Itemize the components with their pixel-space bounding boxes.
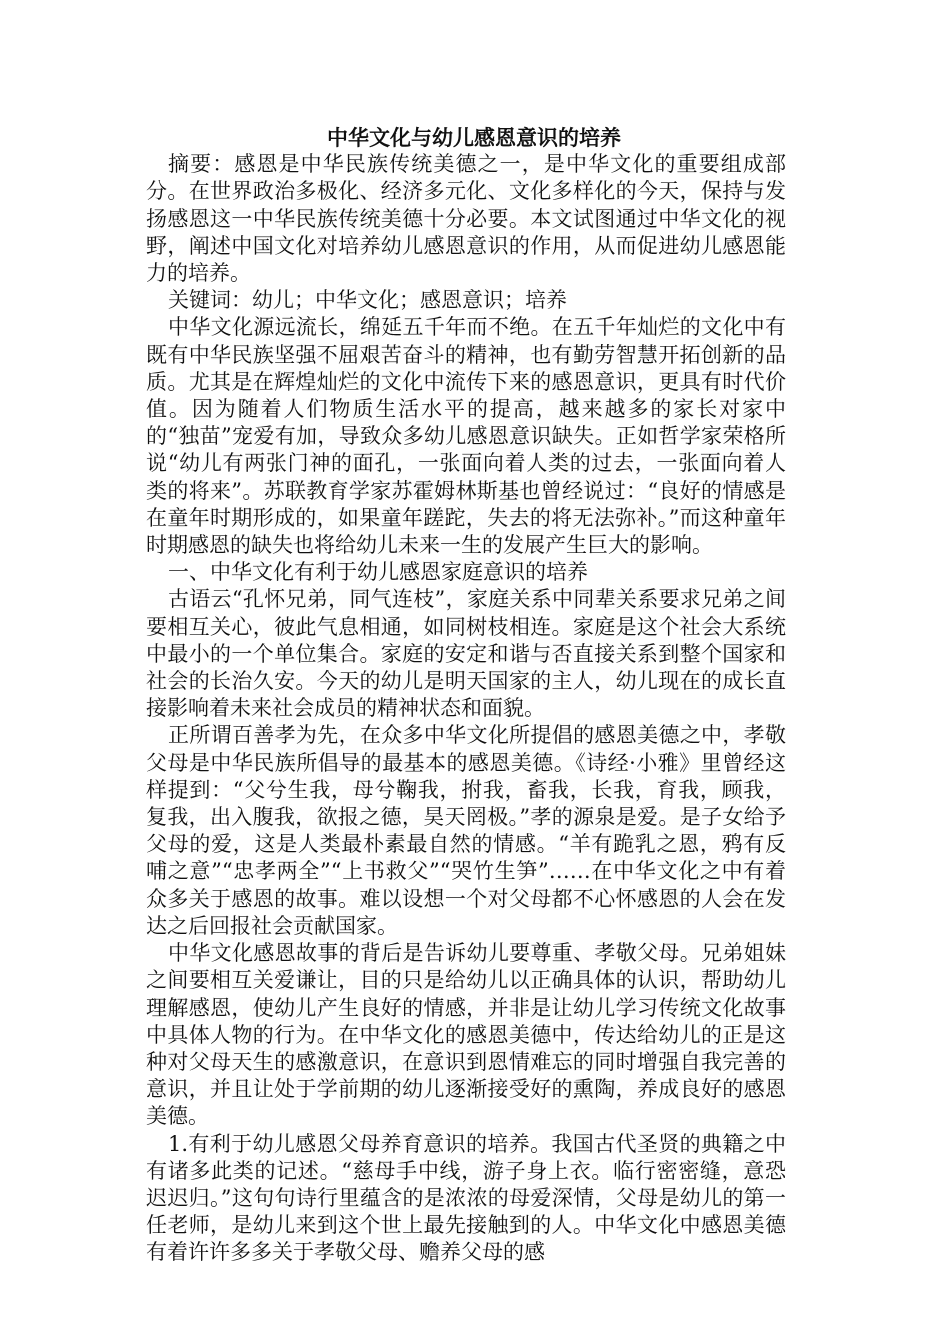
intro-paragraph: 中华文化源远流长，绵延五千年而不绝。在五千年灿烂的文化中有既有中华民族坚强不屈艰苦奋斗的精神，也有勤劳智慧开拓创新的品质。尤其是在辉煌灿烂的文化中流传下来的感恩意识，更具有时代价值。因为随着人们物质生活水平的提高，越来越多的家长对家中的“独苗”宠爱有加，导致众多幼儿感恩意识缺失。正如哲学家荣格所说“幼儿有两张门神的面孔，一张面向着人类的过去，一张面向着人类的将来”。苏联教育学家苏霍姆林斯基也曾经说过：“良好的情感是在童年时期形成的，如果童年蹉跎，失去的将无法弥补。”而这种童年时期感恩的缺失也将给幼儿未来一生的发展产生巨大的影响。 xyxy=(146,315,786,558)
body-paragraph: 中华文化感恩故事的背后是告诉幼儿要尊重、孝敬父母。兄弟姐妹之间要相互关爱谦让，目的只是给幼儿以正确具体的认识，帮助幼儿理解感恩，使幼儿产生良好的情感，并非是让幼儿学习传统文化故事中具体人物的行为。在中华文化的感恩美德中，传达给幼儿的正是这种对父母天生的感激意识，在意识到恩情难忘的同时增强自我完善的意识，并且让处于学前期的幼儿逐渐接受好的熏陶，养成良好的感恩美德。 xyxy=(146,941,786,1129)
body-paragraph: 古语云“孔怀兄弟，同气连枝”，家庭关系中同辈关系要求兄弟之间要相互关心，彼此气息相通，如同树枝相连。家庭是这个社会大系统中最小的一个单位集合。家庭的安定和谐与否直接关系到整个国家和社会的长治久安。今天的幼儿是明天国家的主人，幼儿现在的成长直接影响着未来社会成员的精神状态和面貌。 xyxy=(146,587,786,721)
keywords-paragraph: 关键词：幼儿；中华文化；感恩意识；培养 xyxy=(168,288,567,313)
body-paragraph: 1.有利于幼儿感恩父母养育意识的培养。我国古代圣贤的典籍之中有诸多此类的记述。“慈母手中线，游子身上衣。临行密密缝，意恐迟迟归。”这句句诗行里蕴含的是浓浓的母爱深情，父母是幼儿的第一任老师，是幼儿来到这个世上最先接触到的人。中华文化中感恩美德有着许许多多关于孝敬父母、赡养父母的感 xyxy=(146,1131,786,1265)
document-body xyxy=(146,124,786,1267)
section-heading: 一、中华文化有利于幼儿感恩家庭意识的培养 xyxy=(168,560,588,585)
abstract-paragraph: 摘要：感恩是中华民族传统美德之一，是中华文化的重要组成部分。在世界政治多极化、经济多元化、文化多样化的今天，保持与发扬感恩这一中华民族传统美德十分必要。本文试图通过中华文化的视野，阐述中国文化对培养幼儿感恩意识的作用，从而促进幼儿感恩能力的培养。 xyxy=(146,152,786,286)
body-paragraph: 正所谓百善孝为先，在众多中华文化所提倡的感恩美德之中，孝敬父母是中华民族所倡导的最基本的感恩美德。《诗经·小雅》里曾经这样提到：“父兮生我，母兮鞠我，拊我，畜我，长我，育我，顾我，复我，出入腹我，欲报之德，昊天罔极。”孝的源泉是爱。是子女给予父母的爱，这是人类最朴素最自然的情感。“羊有跪乳之恩，鸦有反哺之意”“忠孝两全”“上书救父”“哭竹生笋”……在中华文化之中有着众多关于感恩的故事。难以设想一个对父母都不心怀感恩的人会在发达之后回报社会贡献国家。 xyxy=(146,723,786,938)
document-title: 中华文化与幼儿感恩意识的培养 xyxy=(327,125,621,150)
